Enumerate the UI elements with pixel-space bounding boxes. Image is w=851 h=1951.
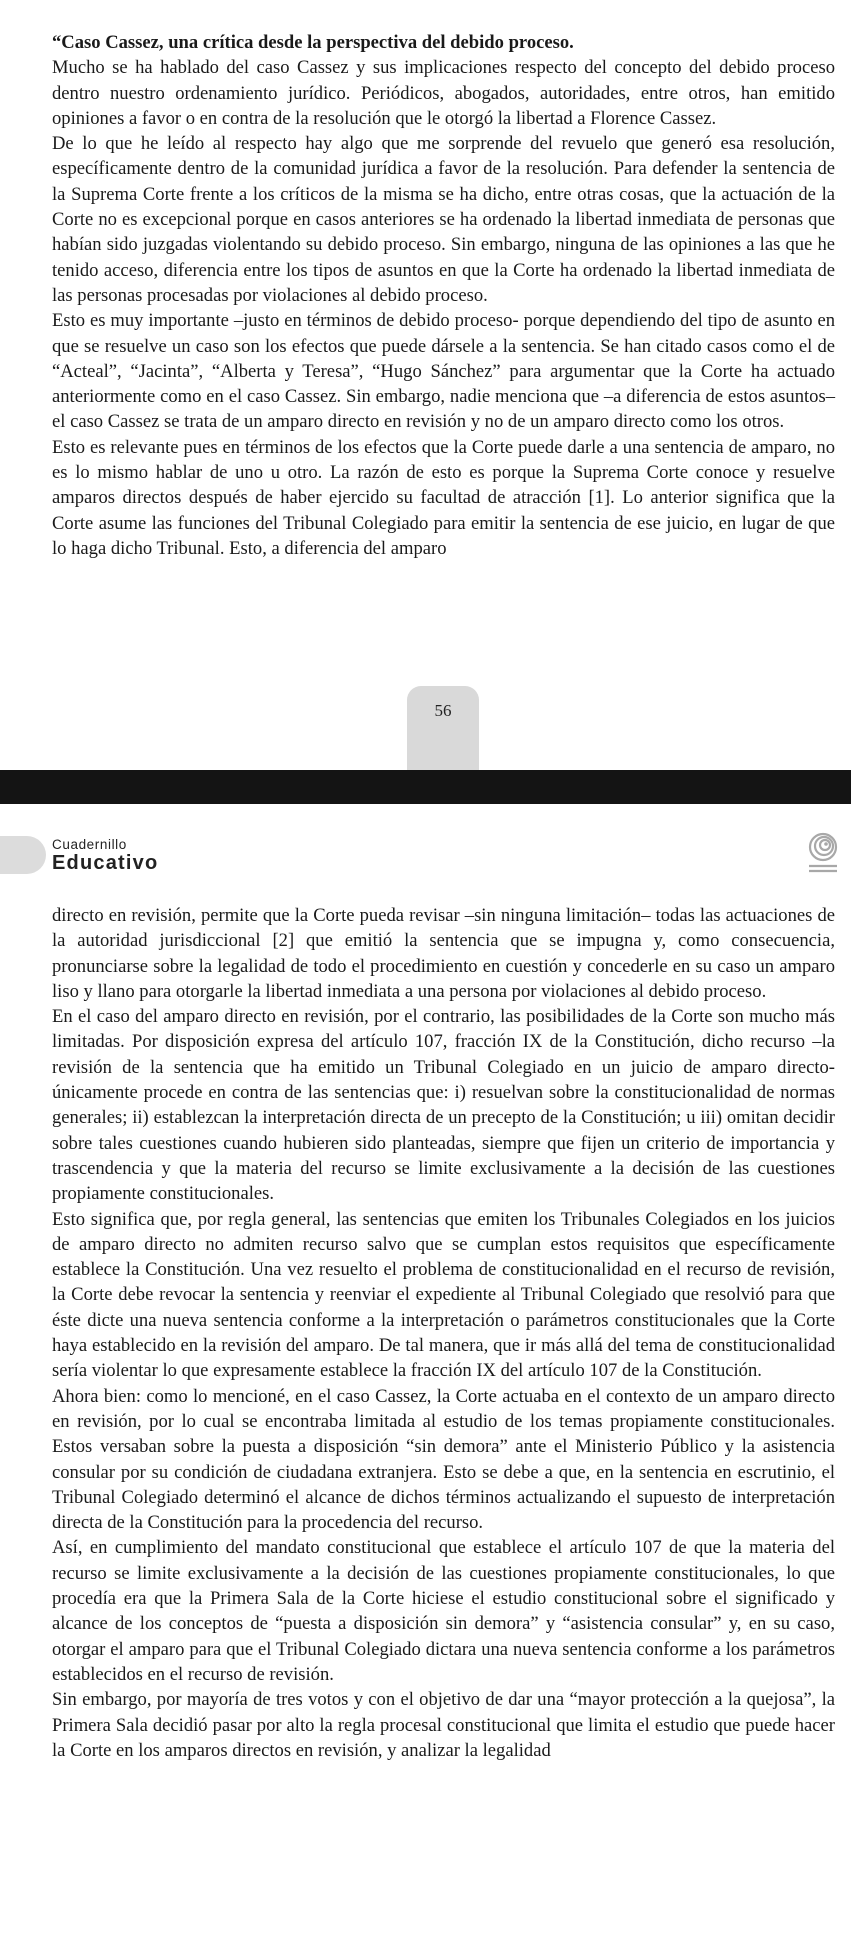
article-top-text [52, 30, 835, 561]
paragraph: Sin embargo, por mayoría de tres votos y con el objetivo de dar una “mayor protección a la quejosa”, la Primera Sala decidió pasar por alto la regla procesal constitucional que limita el estudio que puede hacer la Corte en los amparos directos en revisión, y analizar la legalidad [52, 1689, 835, 1761]
page-divider-band [0, 770, 851, 804]
paragraph: Esto es relevante pues en términos de los efectos que la Corte puede darle a una sentencia de amparo, no es lo mismo hablar de uno u otro. La razón de esto es porque la Suprema Corte conoce y resuelve amparos directos después de haber ejercido su facultad de atracción [1]. Lo anterior significa que la Corte asume las funciones del Tribunal Colegiado para emitir la sentencia de ese juicio, en lugar de que lo haga dicho Tribunal. Esto, a diferencia del amparo [52, 436, 835, 559]
brand-header [52, 838, 158, 874]
paragraph: En el caso del amparo directo en revisión, por el contrario, las posibilidades de la Corte son mucho más limitadas. Por disposición expresa del artículo 107, fracción IX de la Constitución, dicho recurso –la revisión de la sentencia que ha emitido un Tribunal Colegiado en un juicio de amparo directo- únicamente procede en contra de las sentencias que: i) resuelvan sobre la constitucionalidad de normas generales; ii) establezcan la interpretación directa de un precepto de la Constitución; u iii) omitan decidir sobre tales cuestiones cuando hubieren sido planteadas, siempre que fijen un criterio de importancia y trascendencia y que la materia del recurso se limite exclusivamente a la decisión de las cuestiones propiamente constitucionales. [52, 1006, 835, 1205]
paragraph: De lo que he leído al respecto hay algo que me sorprende del revuelo que generó esa resolución, específicamente dentro de la comunidad jurídica a favor de la resolución. Para defender la sentencia de la Suprema Corte frente a los críticos de la misma se ha dicho, entre otras cosas, que la actuación de la Corte no es excepcional porque en casos anteriores se ha ordenado la libertad inmediata de personas que habían sido juzgadas violentando su debido proceso. Sin embargo, ninguna de las opiniones a las que he tenido acceso, diferencia entre los tipos de asuntos en que la Corte ha ordenado la libertad inmediata de las personas procesadas por violaciones al debido proceso. [52, 133, 835, 306]
spiral-logo-svg [806, 832, 840, 876]
page-top [0, 0, 851, 770]
paragraph: directo en revisión, permite que la Corte pueda revisar –sin ninguna limitación– todas las actuaciones de la autoridad jurisdiccional [2] que emitió la sentencia que se impugna y, como consecuencia, pronunciarse sobre la legalidad de todo el procedimiento en cuestión y concederle en su caso un amparo liso y llano para otorgarle la libertad inmediata a una persona por violaciones al debido proceso. [52, 905, 835, 1002]
header-tab [0, 836, 46, 874]
article-bottom-text [52, 903, 835, 1763]
page-number: 56 [434, 701, 452, 720]
brand-big-text: Educativo [52, 852, 159, 874]
paragraph: Así, en cumplimiento del mandato constitucional que establece el artículo 107 de que la materia del recurso se limite exclusivamente a la decisión de las cuestiones propiamente constitucionales, lo que procedía era que la Primera Sala de la Corte hiciese el estudio constitucional sobre el significado y alcance de los conceptos de “puesta a disposición sin demora” y “asistencia consular” y, en su caso, otorgar el amparo para que el Tribunal Colegiado dictara una nueva sentencia conforme a los parámetros establecidos en el recurso de revisión. [52, 1537, 835, 1685]
paragraph: Esto es muy importante –justo en términos de debido proceso- porque dependiendo del tipo de asunto en que se resuelve un caso son los efectos que puede dársele a la sentencia. Se han citado casos como el de “Acteal”, “Jacinta”, “Alberta y Teresa”, “Hugo Sánchez” para argumentar que la Corte ha actuado anteriormente como en el caso Cassez. Sin embargo, nadie menciona que –a diferencia de estos asuntos– el caso Cassez se trata de un amparo directo en revisión y no de un amparo directo como los otros. [52, 310, 835, 433]
paragraph: Mucho se ha hablado del caso Cassez y sus implicaciones respecto del concepto del debido proceso dentro nuestro ordenamiento jurídico. Periódicos, abogados, autoridades, entre otros, han emitido opiniones a favor o en contra de la resolución que le otorgó la libertad a Florence Cassez. [52, 57, 835, 129]
page-number-tab [407, 686, 479, 770]
paragraph: Ahora bien: como lo mencioné, en el caso Cassez, la Corte actuaba en el contexto de un amparo directo en revisión, por lo cual se encontraba limitada al estudio de los temas propiamente constitucionales. Estos versaban sobre la puesta a disposición “sin demora” ante el Ministerio Público y la asistencia consular por su condición de ciudadana extranjera. Esto se debe a que, en la sentencia en escrutinio, el Tribunal Colegiado determinó el alcance de dichos términos actualizando el supuesto de interpretación directa de la Constitución para la procedencia del recurso. [52, 1385, 835, 1534]
spiral-logo-icon [806, 832, 840, 876]
article-title: “Caso Cassez, una crítica desde la perspectiva del debido proceso. [52, 32, 574, 53]
brand-small-text: Cuadernillo [52, 837, 127, 852]
paragraph: Esto significa que, por regla general, las sentencias que emiten los Tribunales Colegiados en los juicios de amparo directo no admiten recurso salvo que se cumplan estos requisitos que específicamente establece la Constitución. Una vez resuelto el problema de constitucionalidad en el recurso de revisión, la Corte debe revocar la sentencia y reenviar el expediente al Tribunal Colegiado que resolvió para que éste dicte una nueva sentencia conforme a la interpretación o parámetros constitucionales que la Corte haya establecido en la revisión del amparo. De tal manera, que ir más allá del tema de constitucionalidad sería violentar lo que expresamente establece la fracción IX del artículo 107 de la Constitución. [52, 1208, 835, 1382]
